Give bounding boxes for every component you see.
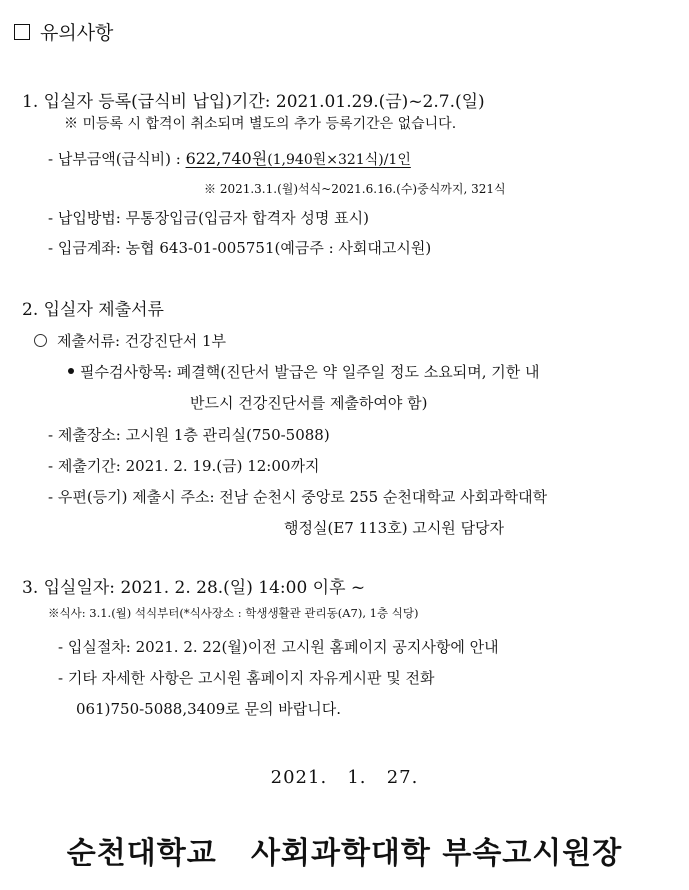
signature-line: 순천대학교 사회과학대학 부속고시원장: [66, 836, 623, 871]
s1-meal-note: ※ 2021.3.1.(월)석식~2021.6.16.(수)중식까지, 321식: [204, 182, 506, 196]
s3-other-1: - 기타 자세한 사항은 고시원 홈페이지 자유게시판 및 전화: [58, 669, 435, 687]
s3-meal: ※식사: 3.1.(월) 석식부터(*식사장소 : 학생생활관 관리동(A7), 1층 식당): [48, 606, 419, 620]
dot-bullet-icon: [68, 368, 74, 374]
s1-note: ※ 미등록 시 합격이 취소되며 별도의 추가 등록기간은 없습니다.: [64, 116, 457, 132]
s1-amount-value: 622,740원: [185, 149, 268, 168]
s1-amount-prefix: - 납부금액(급식비) :: [48, 150, 186, 168]
s1-account: - 입금계좌: 농협 643-01-005751(예금주 : 사회대고시원): [48, 239, 432, 257]
s2-heading: 2. 입실자 제출서류: [22, 300, 164, 320]
s1-amount-detail: (1,940원×321식)/1인: [267, 152, 411, 168]
s2-required-row: [68, 361, 540, 382]
s2-mail-1: - 우편(등기) 제출시 주소: 전남 순천시 중앙로 255 순천대학교 사회과학대학: [48, 488, 548, 506]
s2-deadline: - 제출기간: 2021. 2. 19.(금) 12:00까지: [48, 457, 320, 475]
document-date: 2021. 1. 27.: [270, 767, 419, 788]
s3-other-2: 061)750-5088,3409로 문의 바랍니다.: [76, 700, 342, 718]
s2-docs: 제출서류: 건강진단서 1부: [57, 332, 227, 350]
s1-heading: 1. 입실자 등록(급식비 납입)기간: 2021.01.29.(금)~2.7.(일): [22, 92, 485, 112]
s1-amount: [48, 146, 411, 169]
s2-docs-row: [34, 330, 226, 351]
s1-method: - 납입방법: 무통장입금(입금자 합격자 성명 표시): [48, 209, 369, 227]
s3-proc: - 입실절차: 2021. 2. 22(월)이전 고시원 홈페이지 공지사항에 안내: [58, 638, 499, 656]
checkbox-icon: [14, 24, 30, 40]
s2-place: - 제출장소: 고시원 1층 관리실(750-5088): [48, 426, 330, 444]
s2-required-1: 필수검사항목: 폐결핵(진단서 발급은 약 일주일 정도 소요되며, 기한 내: [80, 363, 540, 381]
s2-required-2: 반드시 건강진단서를 제출하여야 함): [190, 394, 428, 412]
s3-heading: 3. 입실일자: 2021. 2. 28.(일) 14:00 이후 ~: [22, 578, 366, 598]
circle-bullet-icon: [34, 334, 47, 347]
s2-mail-2: 행정실(E7 113호) 고시원 담당자: [284, 519, 505, 537]
section-header: [14, 18, 113, 45]
header-title: 유의사항: [40, 22, 114, 44]
